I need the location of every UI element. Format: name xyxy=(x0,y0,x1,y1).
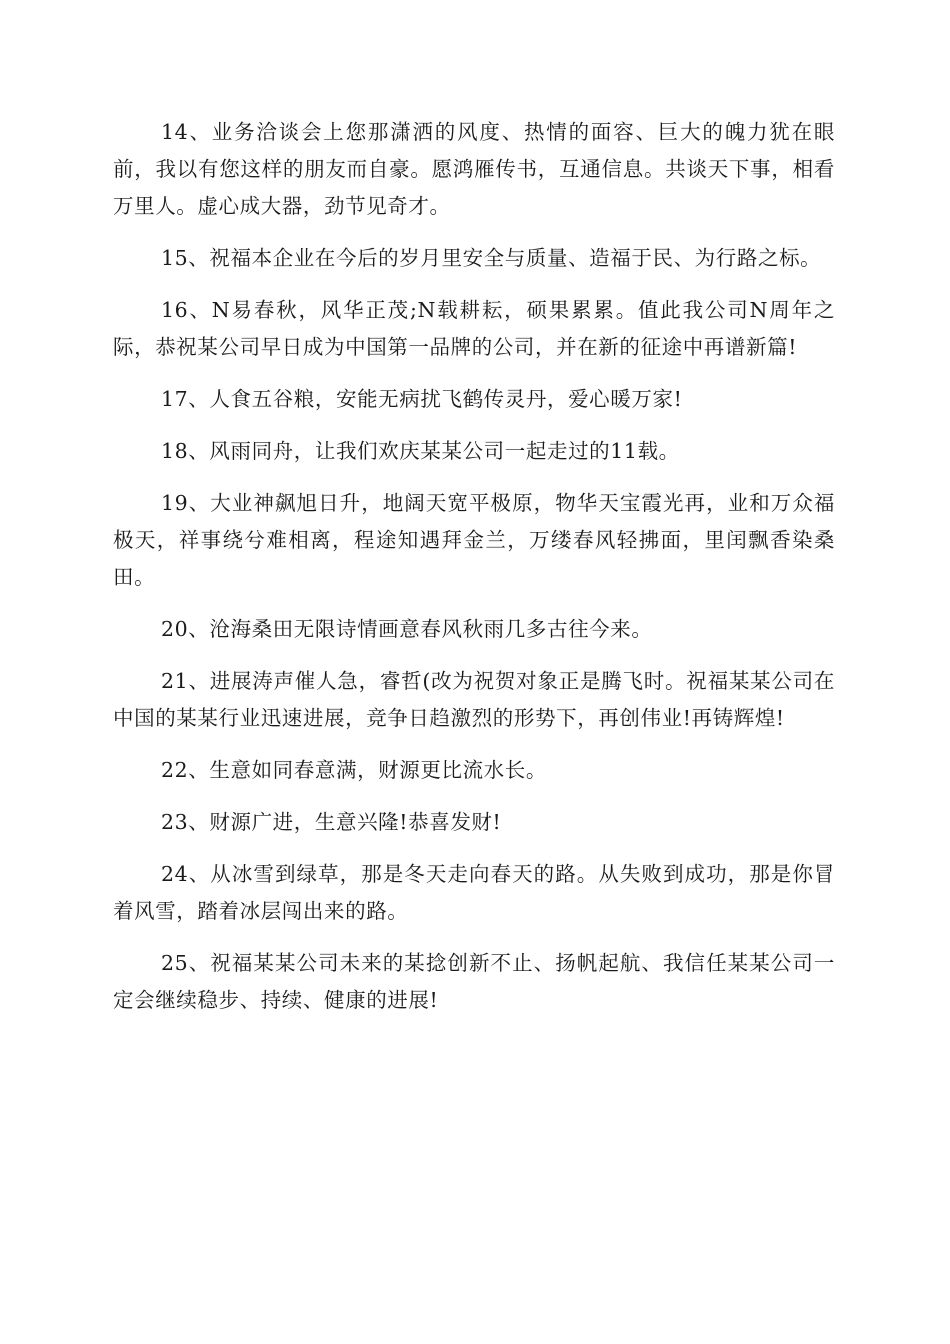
paragraph-14: 14、业务洽谈会上您那潇洒的风度、热情的面容、巨大的魄力犹在眼前，我以有您这样的朋友而自豪。愿鸿雁传书，互通信息。共谈天下事，相看万里人。虚心成大器，劲节见奇才。 xyxy=(113,120,835,218)
paragraph-25: 25、祝福某某公司未来的某捻创新不止、扬帆起航、我信任某某公司一定会继续稳步、持续、健康的进展! xyxy=(113,951,835,1012)
paragraph-19: 19、大业神飙旭日升，地阔天宽平极原，物华天宝霞光再，业和万众福极天，祥事绕兮难相离，程途知遇拜金兰，万缕春风轻拂面，里闰飘香染桑田。 xyxy=(113,491,835,589)
paragraph-24: 24、从冰雪到绿草，那是冬天走向春天的路。从失败到成功，那是你冒着风雪，踏着冰层闯出来的路。 xyxy=(113,862,835,923)
paragraph-22: 22、生意如同春意满，财源更比流水长。 xyxy=(161,758,547,782)
paragraph-21: 21、进展涛声催人急，睿哲(改为祝贺对象正是腾飞时。祝福某某公司在中国的某某行业迅速进展，竞争日趋激烈的形势下，再创伟业!再铸辉煌! xyxy=(113,669,835,730)
document-body xyxy=(113,114,835,1034)
paragraph-15: 15、祝福本企业在今后的岁月里安全与质量、造福于民、为行路之标。 xyxy=(161,246,822,270)
paragraph-20: 20、沧海桑田无限诗情画意春风秋雨几多古往今来。 xyxy=(161,617,653,641)
paragraph-23: 23、财源广进，生意兴隆!恭喜发财! xyxy=(161,810,502,834)
paragraph-18: 18、风雨同舟，让我们欢庆某某公司一起走过的11载。 xyxy=(161,439,680,463)
paragraph-17: 17、人食五谷粮，安能无病扰飞鹤传灵丹，爱心暖万家! xyxy=(161,387,683,411)
paragraph-16: 16、N易春秋，风华正茂;N载耕耘，硕果累累。值此我公司N周年之际，恭祝某公司早日成为中国第一品牌的公司，并在新的征途中再谱新篇! xyxy=(113,298,835,359)
